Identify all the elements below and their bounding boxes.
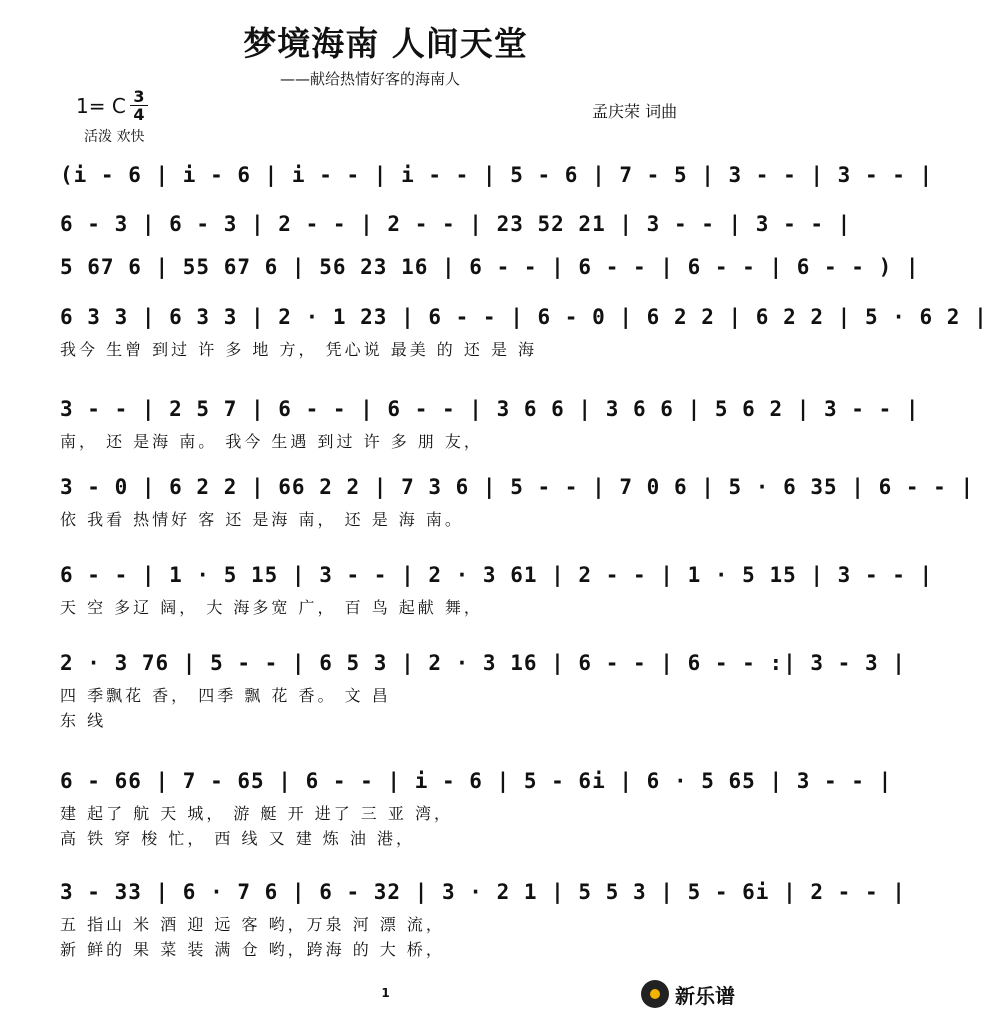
lyric-line: 依 我看 热情好 客 还 是海 南， 还 是 海 南。 (60, 510, 464, 529)
lyric-line: 天 空 多辽 阔， 大 海多宽 广， 百 鸟 起献 舞， (60, 598, 483, 617)
time-signature-top: 3 (133, 87, 145, 106)
page-number: 1 (381, 986, 390, 1000)
lyric-line: 南， 还 是海 南。 我今 生遇 到过 许 多 朋 友， (60, 432, 483, 451)
notation-row: 6 - 66 | 7 - 65 | 6 - - | i - 6 | 5 - 6i | 6 · 5 65 | 3 - - | (60, 769, 893, 793)
notation-row: 2 · 3 76 | 5 - - | 6 5 3 | 2 · 3 16 | 6 - - | 6 - - :| 3 - 3 | (60, 651, 906, 675)
key-signature: 1= C (76, 94, 126, 118)
notation-row: 3 - 33 | 6 · 7 6 | 6 - 32 | 3 · 2 1 | 5 5 3 | 5 - 6i | 2 - - | (60, 880, 906, 904)
song-subtitle: ——献给热情好客的海南人 (280, 70, 461, 88)
lyric-line: 建 起了 航 天 城， 游 艇 开 进了 三 亚 湾， (60, 804, 453, 823)
lyric-line: 五 指山 米 酒 迎 远 客 哟，万泉 河 漂 流， (60, 915, 445, 934)
song-title: 梦境海南 人间天堂 (243, 24, 528, 63)
tempo-marking: 活泼 欢快 (84, 129, 145, 145)
watermark-logo (641, 978, 735, 1010)
notation-row: 3 - 0 | 6 2 2 | 66 2 2 | 7 3 6 | 5 - - | 7 0 6 | 5 · 6 35 | 6 - - | (60, 475, 975, 499)
record-disc-icon (641, 980, 669, 1008)
lyric-line: 四 季飘花 香， 四季 飘 花 香。 文 昌 (60, 686, 391, 705)
notation-row: 3 - - | 2 5 7 | 6 - - | 6 - - | 3 6 6 | 3 6 6 | 5 6 2 | 3 - - | (60, 397, 920, 421)
time-signature (130, 88, 148, 123)
notation-row: 6 - - | 1 · 5 15 | 3 - - | 2 · 3 61 | 2 - - | 1 · 5 15 | 3 - - | (60, 563, 934, 587)
watermark-text: 新乐谱 (675, 983, 735, 1008)
lyric-line: 东 线 (60, 711, 107, 730)
lyric-line: 高 铁 穿 梭 忙， 西 线 又 建 炼 油 港， (60, 829, 415, 848)
lyric-line: 我今 生曾 到过 许 多 地 方， 凭心说 最美 的 还 是 海 (60, 340, 538, 359)
time-signature-bottom: 4 (130, 105, 148, 123)
notation-row: 6 - 3 | 6 - 3 | 2 - - | 2 - - | 23 52 21 | 3 - - | 3 - - | (60, 212, 852, 236)
notation-row: (i - 6 | i - 6 | i - - | i - - | 5 - 6 | 7 - 5 | 3 - - | 3 - - | (60, 163, 934, 187)
author-credit: 孟庆荣 词曲 (592, 102, 678, 121)
lyric-line: 新 鲜的 果 菜 装 满 仓 哟，跨海 的 大 桥， (60, 940, 445, 959)
notation-row: 6 3 3 | 6 3 3 | 2 · 1 23 | 6 - - | 6 - 0 | 6 2 2 | 6 2 2 | 5 · 6 2 | (60, 305, 988, 329)
notation-row: 5 67 6 | 55 67 6 | 56 23 16 | 6 - - | 6 - - | 6 - - | 6 - - ) | (60, 255, 920, 279)
